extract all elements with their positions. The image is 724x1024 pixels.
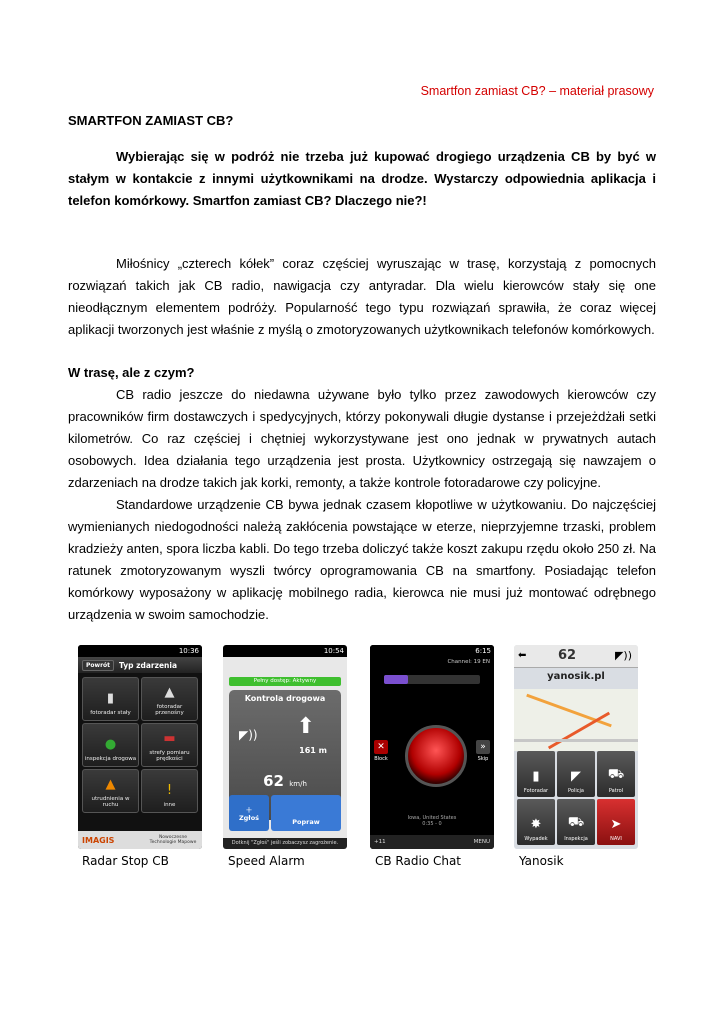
crash-icon: ✸ (530, 817, 542, 832)
speed-alarm-screenshot (223, 645, 347, 849)
event-tile: ● inspekcja drogowa (82, 723, 139, 767)
warning-icon: ▲ (105, 777, 116, 792)
car-icon: ⛟ (607, 767, 625, 782)
caption-cb: CB Radio Chat (375, 854, 462, 868)
radar-stop-screenshot (78, 645, 202, 849)
tile-inspekcja: ⛟ Inspekcja (557, 799, 595, 845)
paragraph-3: Standardowe urządzenie CB bywa jednak czasem kłopotliwe w użytkowaniu. Do najczęściej wymienianych niedogodności należą zakłócenia powstające w eterze, nieprzyjemne trzaski, problem kradzieży anten, spora liczba kabli. Do tego trzeba doliczyć także koszt zakupu rzędu około 250 zł. Na ratunek zmotoryzowanym wyszli twórcy oprogramowania CB na smartfony. Posiadając telefon komórkowy wyposażony w aplikację mobilnego radia, kierowca nie musi już montować odrębnego urządzenia w swoim samochodzie. (68, 497, 656, 622)
menu-button: MENU (473, 839, 490, 845)
tile-patrol: ⛟ Patrol (597, 751, 635, 797)
tile-wypadek: ✸ Wypadek (517, 799, 555, 845)
lead-paragraph: Wybierając się w podróż nie trzeba już kupować drogiego urządzenia CB by być w stałym w kontakcie z innymi użytkownikami na drodze. Wystarczy odpowiednia aplikacja i telefon komórkowy. Smartfon zamiast CB? Dlaczego nie?! (68, 149, 656, 208)
event-tile: ▲ utrudnienia w ruchu (82, 769, 139, 813)
screen-title: Typ zdarzenia (119, 660, 178, 670)
exclamation-icon: ! (166, 783, 173, 798)
back-arrow-icon: ⬅ (518, 650, 527, 661)
speed-gun-icon: ◤)) (239, 728, 258, 742)
tripod-camera-icon: ▲ (164, 685, 175, 700)
event-tile: ▬ strefy pomiaru prędkości (141, 723, 198, 767)
camera-icon: ▮ (532, 769, 540, 784)
app-screenshots (78, 645, 678, 880)
skip-button: » Skip (477, 742, 489, 762)
brand-logo: IMAGIS (82, 835, 115, 845)
location: Iowa, United States 0:35 - 0 (407, 815, 457, 827)
map-view (514, 689, 638, 751)
yanosik-screenshot (514, 645, 638, 849)
status-banner: Pełny dostęp: Aktywny (229, 677, 341, 686)
paragraph-2: CB radio jeszcze do niedawna używane było tylko przez zawodowych kierowców czy pracowników firm dostawczych i spedycyjnych, którzy pokonywali długie dystanse i przejeżdżałi setki kilometrów. Co raz częściej i chętniej wykorzystywane jest ono jednak w prywatnych autach osobowych. Idea działania tego urządzenia jest prosta. Użytkownicy ostrzegają się nawzajem o zdarzeniach na drodze takich jak korki, remonty, a także kontrole fotoradarowe czy policyjne. (68, 387, 656, 490)
section-heading: W trasę, ale z czym? (68, 365, 195, 380)
inspection-icon: ● (104, 737, 117, 752)
app-toolbar (78, 657, 202, 673)
signal-bar (384, 675, 480, 684)
user-count: +11 (374, 839, 386, 845)
tile-fotoradar: ▮ Fotoradar (517, 751, 555, 797)
status-bar: 6:15 (370, 645, 494, 657)
yanosik-logo: yanosik.pl (547, 671, 605, 682)
arrow-up-icon: ⬆ (296, 714, 315, 739)
push-to-talk-button (405, 725, 467, 787)
speed-zone-icon: ▬ (163, 731, 176, 746)
article-title: SMARTFON ZAMIAST CB? (68, 113, 234, 128)
distance: 161 m (299, 746, 327, 755)
speed-gun-icon: ◤)) (614, 649, 632, 662)
status-bar: 10:54 (223, 645, 347, 657)
event-tile: ▮ fotoradar stały (82, 677, 139, 721)
caption-radar: Radar Stop CB (82, 854, 169, 868)
block-button: ✕ Block (374, 742, 388, 762)
current-speed: 62 km/h (263, 772, 307, 790)
report-button: ＋ Zgłoś (229, 795, 269, 831)
fix-button: Popraw (271, 795, 341, 831)
navigation-icon: ➤ (610, 817, 622, 832)
paragraph-1: Miłośnicy „czterech kółek” coraz częściej wyruszając w trasę, korzystają z pomocnych rozwiązań takich jak CB radio, nawigacja czy antyradar. Dla wielu kierowców stały się one nieodłącznym elementem podróży. Popularność tego typu rozwiązań sprawiła, że coraz więcej aplikacji tworzonych jest właśnie z myślą o zmotoryzowanych użytkownikach telefonów komórkowych. (68, 256, 656, 337)
caption-speed: Speed Alarm (228, 854, 305, 868)
hint-text: Dotknij "Zgłoś" jeśli zobaczysz zagrożenie. (223, 838, 347, 849)
action-buttons (229, 795, 341, 831)
camera-icon: ▮ (106, 691, 115, 706)
status-bar: 10:36 (78, 645, 202, 657)
event-tile: ! inne (141, 769, 198, 813)
document-header: Smartfon zamiast CB? – materiał prasowy (420, 84, 654, 98)
caption-yanosik: Yanosik (519, 854, 564, 868)
tile-policja: ◤ Policja (557, 751, 595, 797)
article (68, 112, 656, 626)
channel-label: Channel: 19 EN (447, 659, 490, 665)
report-tiles (517, 751, 635, 845)
current-speed: 62 (558, 648, 577, 663)
brand-footer: IMAGIS Nowoczesne Technologie Mapowe (78, 831, 202, 849)
speed-gun-icon: ◤ (571, 769, 581, 784)
panel-title: Kontrola drogowa (244, 694, 326, 703)
tile-navi: ➤ NAVI (597, 799, 635, 845)
event-type-grid (78, 673, 202, 817)
event-tile: ▲ fotoradar przenośny (141, 677, 198, 721)
cb-radio-screenshot (370, 645, 494, 849)
bottom-bar (370, 835, 494, 849)
back-button: Powrót (82, 660, 114, 671)
truck-icon: ⛟ (567, 815, 585, 830)
yanosik-header (514, 645, 638, 668)
